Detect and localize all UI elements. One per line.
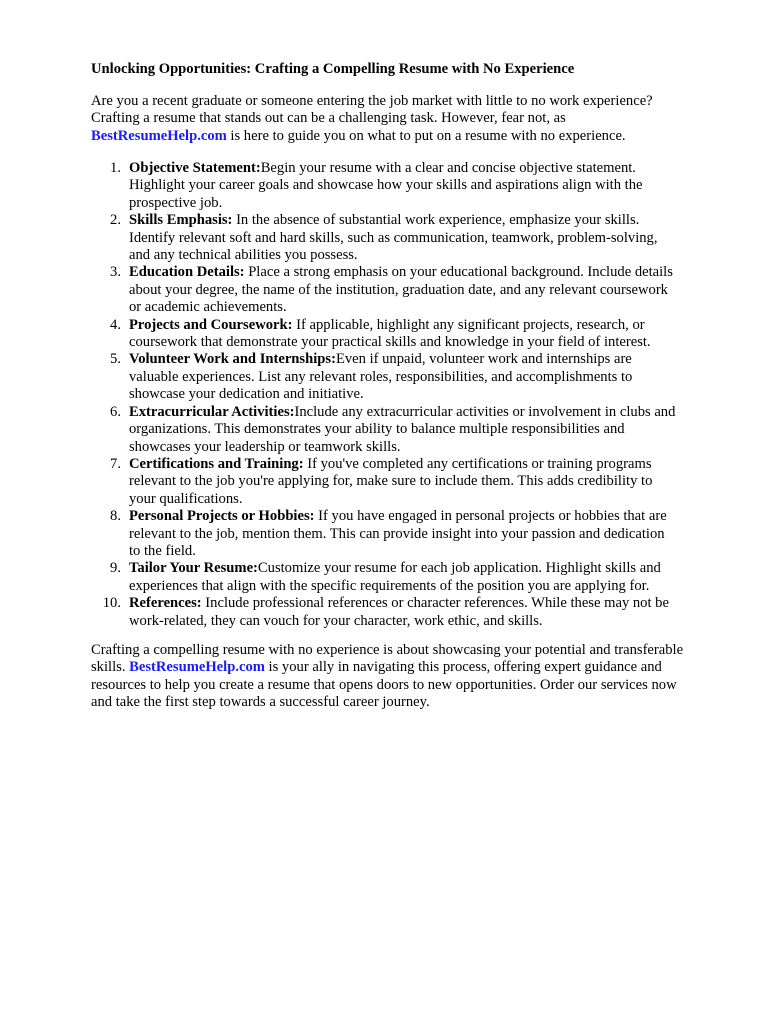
list-item-line: experiences that align with the specific requirements of the position you are applying for. [129,577,650,594]
list-item [91,456,731,508]
list-item-number: 8. [110,508,121,525]
list-item-line: organizations. This demonstrates your ability to balance multiple responsibilities and [129,421,625,438]
list-item-number: 4. [110,316,121,333]
list-item-term: Objective Statement: [129,160,261,176]
list-item [91,264,731,316]
outro-line-2-text-before: skills. [91,659,130,676]
outro-line-2 [91,659,731,676]
list-item-term: Projects and Coursework: [129,316,293,333]
list-item [91,595,731,630]
list-item-term: References: [129,595,202,612]
intro-paragraph [91,93,731,145]
list-item [91,160,731,212]
intro-line-1: Are you a recent graduate or someone entering the job market with little to no work experience? [91,93,653,109]
list-item-text: If you have engaged in personal projects or hobbies that are [314,508,667,525]
list-item-line: relevant to the job you're applying for, make sure to include them. This adds credibility to [129,473,653,490]
list-item-term: Certifications and Training: [129,455,304,472]
list-item-text: Include professional references or character references. While these may not be [201,595,669,612]
list-item-line: showcase your dedication and initiative. [129,386,364,403]
list-item-term: Tailor Your Resume: [129,560,258,577]
list-item-text: If you've completed any certifications or training programs [303,455,652,472]
list-item-line [129,508,731,525]
outro-line-2-text-after: is your ally in navigating this process, offering expert guidance and [264,659,662,676]
outro-line-1: Crafting a compelling resume with no experience is about showcasing your potential and transferable [91,642,684,658]
list-item-line: to the field. [129,542,196,559]
list-item-line: coursework that demonstrate your practical skills and knowledge in your field of interest. [129,334,651,351]
list-item-line [129,160,731,177]
list-item-text: Customize your resume for each job application. Highlight skills and [257,560,661,577]
list-item-text: In the absence of substantial work experience, emphasize your skills. [232,212,640,229]
list-item-number: 2. [110,212,121,229]
list-item-text: If applicable, highlight any significant projects, research, or [292,316,645,333]
list-item [91,212,731,264]
list-item-number: 10. [102,595,121,612]
list-item-line: valuable experiences. List any relevant roles, responsibilities, and accomplishments to [129,368,633,385]
outro-paragraph [91,642,731,712]
intro-line-3-text: is here to guide you on what to put on a resume with no experience. [226,127,626,144]
bestresumehelp-link[interactable]: BestResumeHelp.com [91,127,227,144]
bestresumehelp-link[interactable]: BestResumeHelp.com [129,659,265,676]
list-item-number: 5. [110,351,121,368]
list-item-line: about your degree, the name of the institution, graduation date, and any relevant coursework [129,281,668,298]
intro-line-3 [91,128,731,145]
list-item [91,317,731,352]
tips-list [91,160,731,630]
list-item-line: and any technical abilities you possess. [129,247,358,264]
list-item-line: work-related, they can vouch for your character, work ethic, and skills. [129,612,543,629]
list-item-line [129,404,731,421]
list-item-text: Place a strong emphasis on your educational background. Include details [244,264,673,281]
list-item-term: Personal Projects or Hobbies: [129,508,315,525]
list-item-line: your qualifications. [129,490,243,507]
list-item [91,508,731,560]
list-item-line: showcases your leadership or teamwork skills. [129,438,401,455]
list-item-line [129,456,731,473]
list-item-line [129,351,731,368]
list-item-line: relevant to the job, mention them. This can provide insight into your passion and dedication [129,525,665,542]
list-item-line [129,560,731,577]
list-item-term: Extracurricular Activities: [129,403,295,420]
list-item [91,560,731,595]
list-item-line [129,317,731,334]
list-item-number: 9. [110,560,121,577]
list-item-term: Volunteer Work and Internships: [129,351,336,368]
list-item-line: or academic achievements. [129,299,287,316]
list-item-term: Education Details: [129,264,245,281]
list-item-line [129,264,731,281]
document-title: Unlocking Opportunities: Crafting a Compelling Resume with No Experience [91,61,575,77]
list-item-line: prospective job. [129,194,223,211]
list-item-text: Begin your resume with a clear and concise objective statement. [260,160,636,176]
list-item-text: Include any extracurricular activities or involvement in clubs and [294,403,676,420]
intro-line-2: Crafting a resume that stands out can be a challenging task. However, fear not, as [91,110,566,127]
list-item-line [129,595,731,612]
list-item-text: Even if unpaid, volunteer work and internships are [335,351,632,368]
list-item-number: 7. [110,455,121,472]
list-item-line: Highlight your career goals and showcase how your skills and aspirations align with the [129,177,643,194]
list-item-number: 6. [110,403,121,420]
outro-line-4: and take the first step towards a successful career journey. [91,694,430,711]
list-item-line [129,212,731,229]
list-item-term: Skills Emphasis: [129,212,233,229]
list-item-number: 1. [110,160,121,176]
list-item [91,351,731,403]
list-item-number: 3. [110,264,121,281]
list-item [91,404,731,456]
outro-line-3: resources to help you create a resume that opens doors to new opportunities. Order our services now [91,676,677,693]
list-item-line: Identify relevant soft and hard skills, such as communication, teamwork, problem-solving, [129,229,658,246]
